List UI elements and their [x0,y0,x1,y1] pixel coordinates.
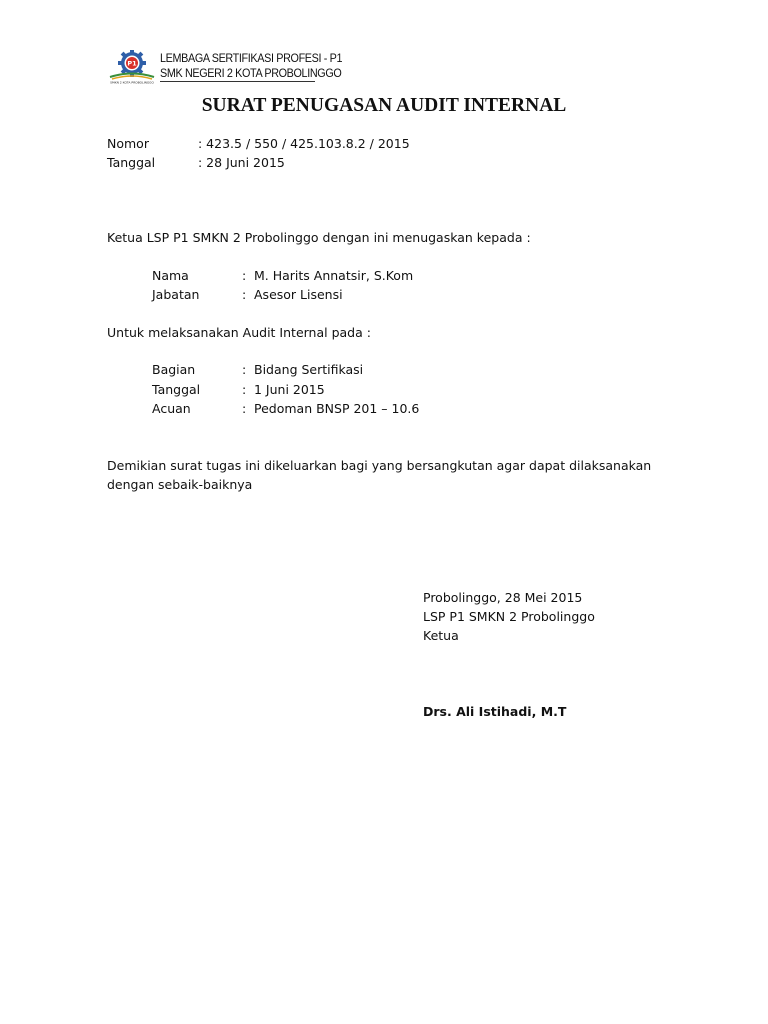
signature-role: Ketua [423,628,459,643]
intro-text: Ketua LSP P1 SMKN 2 Probolinggo dengan ini menugaskan kepada : [107,230,531,245]
assignee-position-sep: : [242,287,247,302]
assignee-position-value: Asesor Lisensi [254,287,343,302]
org-line-2: SMK NEGERI 2 KOTA PROBOLINGGO [160,66,342,80]
audit-reference-label: Acuan [152,401,191,416]
nomor-value: : 423.5 / 550 / 425.103.8.2 / 2015 [198,136,410,151]
tanggal-label: Tanggal [107,155,156,170]
assignee-name-sep: : [242,268,247,283]
header-rule [160,81,315,82]
audit-section-label: Bagian [152,362,196,377]
assignee-position-label: Jabatan [152,287,200,302]
audit-date-value: 1 Juni 2015 [254,382,325,397]
assignee-name-label: Nama [152,268,189,283]
audit-section-value: Bidang Sertifikasi [254,362,364,377]
signature-org: LSP P1 SMKN 2 Probolinggo [423,609,595,624]
signature-place-date: Probolinggo, 28 Mei 2015 [423,590,583,605]
assignee-name-value: M. Harits Annatsir, S.Kom [254,268,414,283]
purpose-text: Untuk melaksanakan Audit Internal pada : [107,325,371,340]
closing-line-1: Demikian surat tugas ini dikeluarkan bagi yang bersangkutan agar dapat dilaksanakan [107,458,652,473]
audit-date-label: Tanggal [152,382,201,397]
lsp-logo-icon [108,50,156,84]
signatory-name: Drs. Ali Istihadi, M.T [423,704,567,719]
audit-section-sep: : [242,362,247,377]
tanggal-value: : 28 Juni 2015 [198,155,285,170]
nomor-label: Nomor [107,136,149,151]
audit-date-sep: : [242,382,247,397]
letter-title: SURAT PENUGASAN AUDIT INTERNAL [201,95,567,116]
org-line-1: LEMBAGA SERTIFIKASI PROFESI - P1 [160,51,343,65]
logo-mark: P1 [127,59,137,68]
audit-reference-sep: : [242,401,247,416]
org-name [160,51,342,81]
logo-caption: SMKN 2 KOTA PROBOLINGGO [110,80,154,84]
closing-line-2: dengan sebaik-baiknya [107,477,253,492]
audit-reference-value: Pedoman BNSP 201 – 10.6 [254,401,420,416]
